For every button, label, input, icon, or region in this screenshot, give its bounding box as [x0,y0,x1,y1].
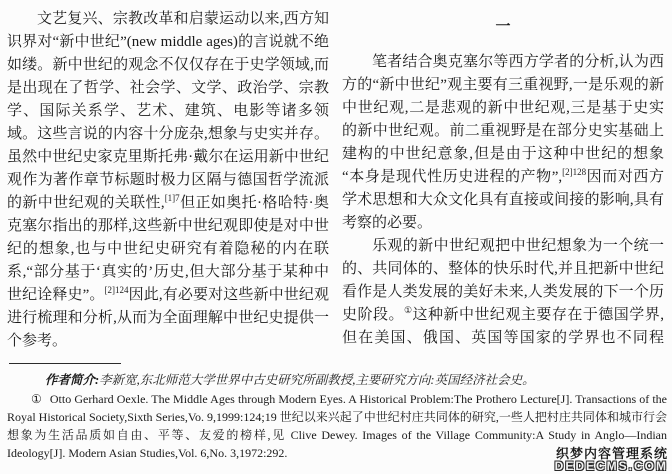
paragraph-text: 这种新中世纪观主要存在于德国学界,但在美国、俄国、英国等国家的学界也不同程 [342,307,664,346]
paragraph-three-views [342,51,664,235]
paragraph-intro [7,8,329,353]
watermark-dedecms-text: DEDECMS.COM [554,459,668,473]
citation-superscript: [2]124 [104,285,129,295]
paragraph-text: 因此,有必要对这些新中世纪观进行梳理和分析,从而为全面理解中世纪史提供一个参考。 [7,287,329,349]
paragraph-text: 但正如奥托·格哈特·奥克塞尔指出的那样,这些新中世纪观即使是对中世纪的想象,也与中世纪史研究有着隐秘的内在联系,“部分基于‘真实的’历史,但大部分基于某种中世纪诠释史”。 [7,195,329,303]
paragraph-text: 因而对西方学术思想和大众文化具有直接或间接的影响,具有考察的必要。 [342,169,664,231]
author-bio-line [7,371,667,389]
citation-superscript: [1]7 [164,193,180,203]
watermark-chinese-text: 织梦内容管理系统 [555,446,668,461]
left-column [7,8,329,353]
citation-superscript: [2]128 [562,167,587,177]
author-bio-label: 作者简介: [45,373,100,387]
footnote-superscript: ① [403,305,413,315]
footnote-text: Otto Gerhard Oexle. The Middle Ages through Modern Eyes. A Historical Problem:The Prothero Lecture[J]. Transactions of the Royal Historical Society,Sixth Series,Vo. 9,1999:124;19 世纪以来兴起了中世纪村庄共同体的研究,一些人把村庄共同体和城市行会想象为生活品质如自由、平等、友爱的榜样,见 Clive Dewey. Images of the Village Community:A Study in Anglo—Indian Ideology[J]. Modern Asian Studies,Vol. 6,No. 3,1972:292. [7,392,667,460]
paragraph-text: 笔者结合奥克塞尔等西方学者的分析,认为西方的“新中世纪”观主要有三重视野,一是乐观的新中世纪观,二是悲观的新中世纪观,三是基于史实的新中世纪观。前二重视野是在部分史实基础上建构的中世纪意象,但是由于这种中世纪的想象“本身是现代性历史进程的产物”, [342,54,664,185]
paragraph-text: 乐观的新中世纪观把中世纪想象为一个统一的、共同体的、整体的快乐时代,并且把新中世纪看作是人类发展的美好未来,人类发展的下一个历史阶段。 [342,238,664,323]
section-heading-one: 一 [495,19,511,35]
watermark [555,447,668,473]
paragraph-optimistic-view [342,235,664,350]
footnote-separator-rule [9,363,121,364]
footnote-marker: ① [31,392,42,406]
right-column [342,8,664,353]
paragraph-text: 文艺复兴、宗教改革和启蒙运动以来,西方知识界对“新中世纪”(new middle ages)的言说就不绝如缕。新中世纪的观念不仅仅存在于史学领域,而是出现在了哲学、社会学、文学、政治学、宗教学、国际关系学、艺术、建筑、电影等诸多领域。这些言说的内容十分庞杂,想象与史实并存。虽然中世纪史家克里斯托弗·戴尔在运用新中世纪观作为著作章节标题时极力区隔与德国哲学流派的新中世纪观的关联性, [7,11,329,211]
author-bio-text: 李新宽,东北师范大学世界中古史研究所副教授,主要研究方向:英国经济社会史。 [99,373,535,387]
